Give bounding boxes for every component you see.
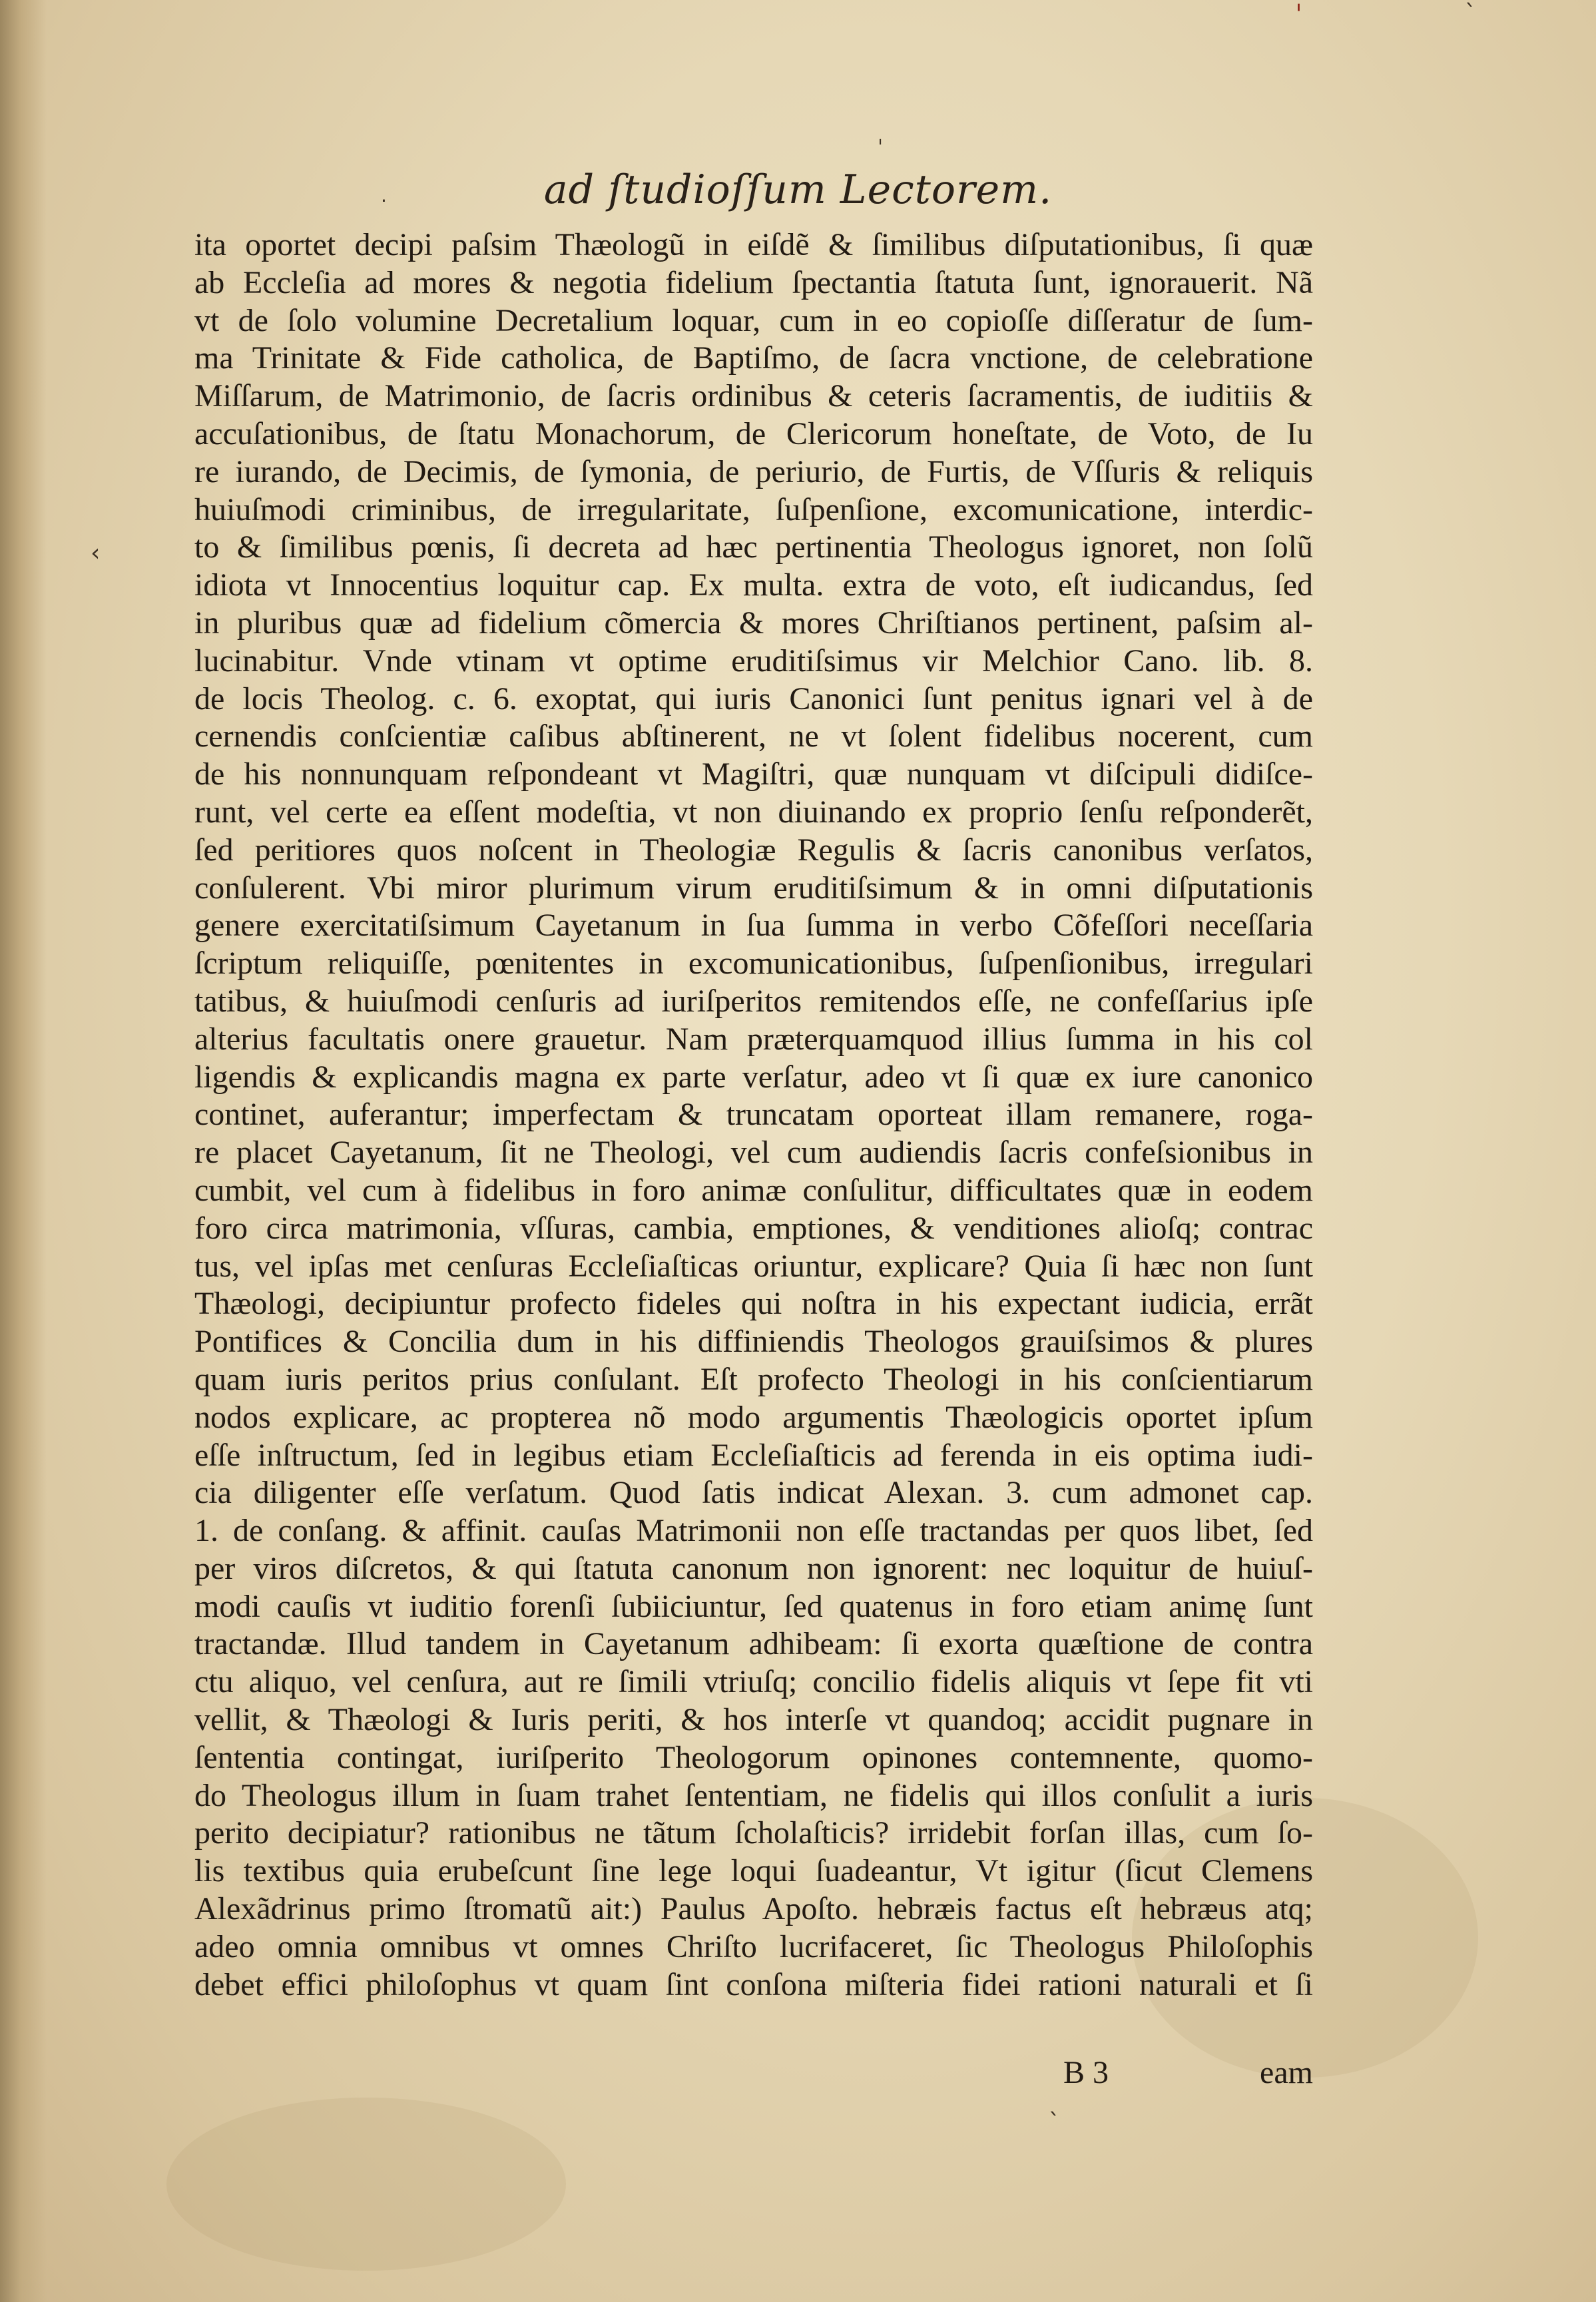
page-mark: ˎ (1049, 2090, 1060, 2116)
catchword: eam (1260, 2055, 1313, 2090)
text-line: ſententia contingat, iuriſperito Theologorum opinones contemnente, quomo- (194, 1739, 1313, 1775)
text-line: genere exercitatiſsimum Cayetanum in ſua ſumma in verbo Cõfeſſori neceſſaria (194, 908, 1313, 944)
text-line: ctu aliquo, vel cenſura, aut re ſimili vtriuſq; concilio fidelis aliquis vt ſepe fit vti (194, 1664, 1313, 1700)
text-line: in pluribus quæ ad fidelium cõmercia & mores Chriſtianos pertinent, paſsim al- (194, 605, 1313, 641)
text-line: foro circa matrimonia, vſſuras, cambia, emptiones, & venditiones alioſq; contrac (194, 1210, 1313, 1246)
text-line: tatibus, & huiuſmodi cenſuris ad iuriſperitos remitendos eſſe, ne confeſſarius ipſe (194, 983, 1313, 1019)
page-mark: ‹ (91, 539, 101, 567)
text-line: vt de ſolo volumine Decretalium loquar, cum in eo copioſſe diſſeratur de ſum- (194, 302, 1313, 338)
text-line: quam iuris peritos prius conſulant. Eſt profecto Theologi in his conſcientiarum (194, 1361, 1313, 1397)
text-line: re placet Cayetanum, ſit ne Theologi, vel cum audiendis ſacris confeſsionibus in (194, 1135, 1313, 1171)
text-line: 1. de conſang. & affinit. cauſas Matrimonii non eſſe tractandas per quos libet, ſed (194, 1513, 1313, 1549)
page-mark: ˈ (878, 137, 884, 160)
body-text (194, 226, 1313, 2004)
text-line: to & ſimilibus pœnis, ſi decreta ad hæc pertinentia Theologus ignoret, non ſolũ (194, 529, 1313, 565)
text-line: tractandæ. Illud tandem in Cayetanum adhibeam: ſi exorta quæſtione de contra (194, 1626, 1313, 1662)
text-line: ma Trinitate & Fide catholica, de Baptiſmo, de ſacra vnctione, de celebratione (194, 340, 1313, 376)
text-line: alterius facultatis onere grauetur. Nam præterquamquod illius ſumma in his col (194, 1021, 1313, 1057)
text-line: cernendis conſcientiæ caſibus abſtinerent, ne vt ſolent fidelibus nocerent, cum (194, 719, 1313, 754)
text-line: vellit, & Thæologi & Iuris periti, & hos interſe vt quandoq; accidit pugnare in (194, 1702, 1313, 1738)
text-line: perito decipiatur? rationibus ne tãtum ſcholaſticis? irridebit forſan illas, cum ſo- (194, 1815, 1313, 1851)
text-line: Thæologi, decipiuntur profecto fideles qui noſtra in his expectant iudicia, errãt (194, 1286, 1313, 1322)
page-mark: · (381, 190, 387, 212)
text-line: conſulerent. Vbi miror plurimum virum eruditiſsimum & in omni diſputationis (194, 870, 1313, 906)
text-line: accuſationibus, de ſtatu Monachorum, de Clericorum honeſtate, de Voto, de Iu (194, 416, 1313, 451)
text-line: debet effici philoſophus vt quam ſint conſona miſteria fidei rationi naturali et ſi (194, 1966, 1313, 2002)
text-line: Miſſarum, de Matrimonio, de ſacris ordinibus & ceteris ſacramentis, de iuditiis & (194, 378, 1313, 414)
gutter-shadow (0, 0, 47, 2302)
text-line: do Theologus illum in ſuam trahet ſententiam, ne fidelis qui illos conſulit a iuris (194, 1777, 1313, 1813)
text-line: de locis Theolog. c. 6. exoptat, qui iuris Canonici ſunt penitus ignari vel à de (194, 681, 1313, 717)
page-mark: ˋ (1465, 0, 1476, 27)
paper-stain (166, 2098, 566, 2271)
text-line: per viros diſcretos, & qui ſtatuta canonum non ignorent: nec loquitur de huiuſ- (194, 1550, 1313, 1586)
text-line: re iurando, de Decimis, de ſymonia, de periurio, de Furtis, de Vſſuris & reliquis (194, 453, 1313, 489)
text-line: Alexãdrinus primo ſtromatũ ait:) Paulus Apoſto. hebræis factus eſt hebræus atq; (194, 1891, 1313, 1927)
text-line: ligendis & explicandis magna ex parte verſatur, adeo vt ſi quæ ex iure canonico (194, 1059, 1313, 1095)
page-mark: ˈ (1295, 0, 1302, 31)
text-line: cia diligenter eſſe verſatum. Quod ſatis indicat Alexan. 3. cum admonet cap. (194, 1475, 1313, 1511)
text-line: modi cauſis vt iuditio forenſi ſubiiciuntur, ſed quatenus in foro etiam animę ſunt (194, 1588, 1313, 1624)
text-line: ita oportet decipi paſsim Thæologũ in eiſdẽ & ſimilibus diſputationibus, ſi quæ (194, 227, 1313, 262)
text-line: cumbit, vel cum à fidelibus in foro animæ conſulitur, difficultates quæ in eodem (194, 1172, 1313, 1208)
text-line: eſſe inſtructum, ſed in legibus etiam Eccleſiaſticis ad ferenda in eis optima iudi- (194, 1437, 1313, 1473)
text-line: ſed peritiores quos noſcent in Theologiæ Regulis & ſacris canonibus verſatos, (194, 832, 1313, 868)
text-line: lucinabitur. Vnde vtinam vt optime eruditiſsimus vir Melchior Cano. lib. 8. (194, 643, 1313, 679)
text-line: Pontifices & Concilia dum in his diffiniendis Theologos grauiſsimos & plures (194, 1324, 1313, 1360)
text-line: adeo omnia omnibus vt omnes Chriſto lucrifaceret, ſic Theologus Philoſophis (194, 1928, 1313, 1964)
text-line: de his nonnunquam reſpondeant vt Magiſtri, quæ nunquam vt diſcipuli didiſce- (194, 756, 1313, 792)
text-line: ab Eccleſia ad mores & negotia fidelium ſpectantia ſtatuta ſunt, ignorauerit. Nã (194, 264, 1313, 300)
text-line: tus, vel ipſas met cenſuras Eccleſiaſticas oriuntur, explicare? Quia ſi hæc non ſunt (194, 1248, 1313, 1284)
text-line: ſcriptum reliquiſſe, pœnitentes in excomunicationibus, ſuſpenſionibus, irregulari (194, 946, 1313, 982)
signature-mark: B 3 (1063, 2055, 1109, 2090)
text-line: continet, auferantur; imperfectam & truncatam oporteat illam remanere, roga- (194, 1097, 1313, 1133)
text-line: nodos explicare, ac propterea nõ modo argumentis Thæologicis oportet ipſum (194, 1399, 1313, 1435)
page-footer (194, 2054, 1313, 2094)
text-line: runt, vel certe ea eſſent modeſtia, vt non diuinando ex proprio ſenſu reſponderẽt, (194, 794, 1313, 830)
running-title: ad ſtudioſſum Lectorem. (543, 166, 1053, 213)
text-line: idiota vt Innocentius loquitur cap. Ex multa. extra de voto, eſt iudicandus, ſed (194, 567, 1313, 603)
text-line: lis textibus quia erubeſcunt ſine lege loqui ſuadeantur, Vt igitur (ſicut Clemens (194, 1853, 1313, 1889)
text-line: huiuſmodi criminibus, de irregularitate, ſuſpenſione, excomunicatione, interdic- (194, 491, 1313, 527)
